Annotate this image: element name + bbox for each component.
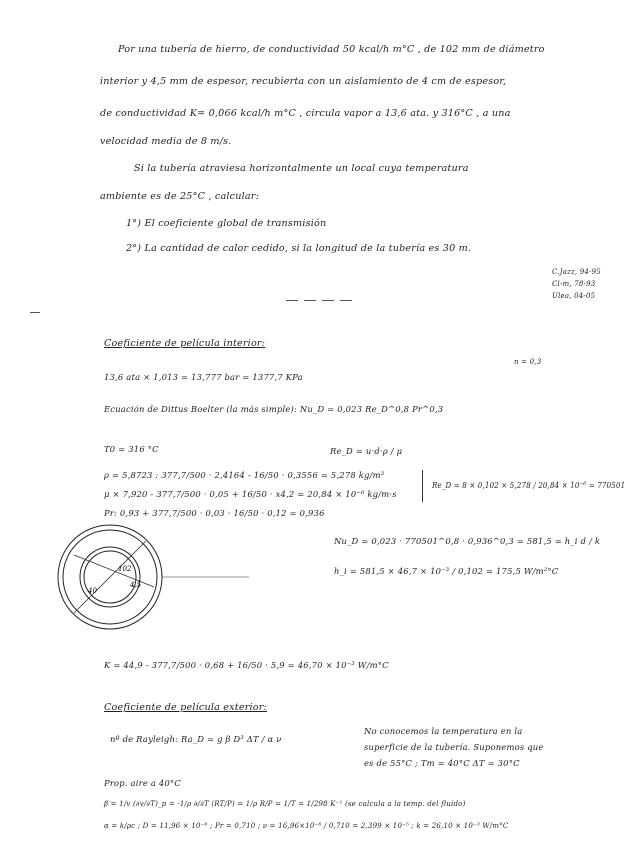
problem-line-6: ambiente es de 25°C , calcular: [100, 191, 259, 202]
question-1: 1°) El coeficiente global de transmisión [126, 218, 327, 229]
dimension-label-102: 102 [118, 565, 132, 573]
source-ref-3: Ulea, 04-05 [552, 292, 596, 300]
dittus-boelter-equation: Ecuación de Dittus Boelter (la más simple): Nu_D = 0,023 Re_D^0,8 Pr^0,3 [104, 404, 444, 414]
conductivity-calc: K = 44,9 - 377,7/500 · 0,68 + 16/50 · 5,9 = 46,70 × 10⁻³ W/m°C [104, 660, 389, 670]
rayleigh-number: nº de Rayleigh: Ra_D = g β D³ ΔT / α ν [110, 734, 282, 744]
question-2: 2°) La cantidad de calor cedido, si la longitud de la tubería es 30 m. [126, 243, 472, 254]
hi-value: h_i = 581,5 × 46,7 × 10⁻³ / 0,102 = 175,5 W/m²°C [334, 566, 559, 576]
nusselt-value: Nu_D = 0,023 · 770501^0,8 · 0,936^0,3 = 581,5 = h_i d / k [334, 536, 601, 546]
note-n: n = 0,3 [514, 358, 542, 366]
diameter-line [74, 541, 146, 613]
divider-dash [286, 300, 298, 301]
heading-exterior-coefficient: Coeficiente de película exterior: [104, 702, 267, 713]
air-properties-heading: Prop. aire a 40°C [104, 778, 181, 788]
dimension-label-insulation: 40 [88, 587, 97, 595]
divider-dash [304, 300, 316, 301]
radius-line [74, 555, 154, 587]
prandtl-calc: Pr: 0,93 + 377,7/500 · 0,03 · 16/50 · 0,12 = 0,936 [104, 508, 325, 518]
beta-definition: β = 1/v (∂v/∂T)_p = -1/ρ ∂/∂T (RT/P) = 1/ρ R/P = 1/T = 1/298 K⁻¹ (se calcula a la temp. del fluido) [104, 800, 466, 808]
pipe-cross-section-sketch [44, 515, 284, 645]
pressure-conversion: 13,6 ata × 1,013 = 13,777 bar = 1377,7 KPa [104, 372, 303, 382]
dimension-label-thickness: 4,5 [130, 581, 142, 589]
comment-line-1: No conocemos la temperatura en la [364, 726, 523, 736]
comment-line-3: es de 55°C ; Tm = 40°C ΔT = 30°C [364, 758, 520, 768]
source-ref-2: Cl-m, 78-93 [552, 280, 596, 288]
divider-dash [322, 300, 334, 301]
problem-line-5: Si la tubería atraviesa horizontalmente un local cuya temperatura [134, 163, 469, 174]
divider-dash [340, 300, 352, 301]
problem-line-2: interior y 4,5 mm de espesor, recubierta con un aislamiento de 4 cm de espesor, [100, 76, 507, 87]
reynolds-value: Re_D = 8 × 0,102 × 5,278 / 20,84 × 10⁻⁶ = 770501 [432, 480, 626, 490]
problem-line-4: velocidad media de 8 m/s. [100, 136, 232, 147]
air-property-values: α = k/ρc ; D = 11,96 × 10⁻⁶ ; Pr = 0,710 ; ν = 16,96×10⁻⁶ / 0,710 = 2,399 × 10⁻⁵ ; k = 26,10 × 10⁻³ W/m°C [104, 822, 509, 830]
density-calc: ρ = 5,8723 : 377,7/500 · 2,4164 - 16/50 · 0,3556 = 5,278 kg/m³ [104, 470, 385, 480]
comment-line-2: superficie de la tubería. Suponemos que [364, 742, 544, 752]
reynolds-definition: Re_D = u·d·ρ / μ [330, 446, 403, 456]
margin-mark [30, 312, 40, 313]
viscosity-calc: μ × 7,920 - 377,7/500 · 0,05 + 16/50 · x4,2 = 20,84 × 10⁻⁶ kg/m·s [104, 489, 397, 499]
inlet-temperature: T0 = 316 °C [104, 444, 159, 454]
source-ref-1: C.Jazz, 94-95 [552, 268, 601, 276]
heading-interior-coefficient: Coeficiente de película interior: [104, 338, 266, 349]
separator-bar [422, 470, 423, 502]
problem-line-3: de conductividad K= 0,066 kcal/h m°C , circula vapor a 13,6 ata. y 316°C , a una [100, 108, 511, 119]
problem-line-1: Por una tubería de hierro, de conductividad 50 kcal/h m°C , de 102 mm de diámetro [118, 44, 545, 55]
